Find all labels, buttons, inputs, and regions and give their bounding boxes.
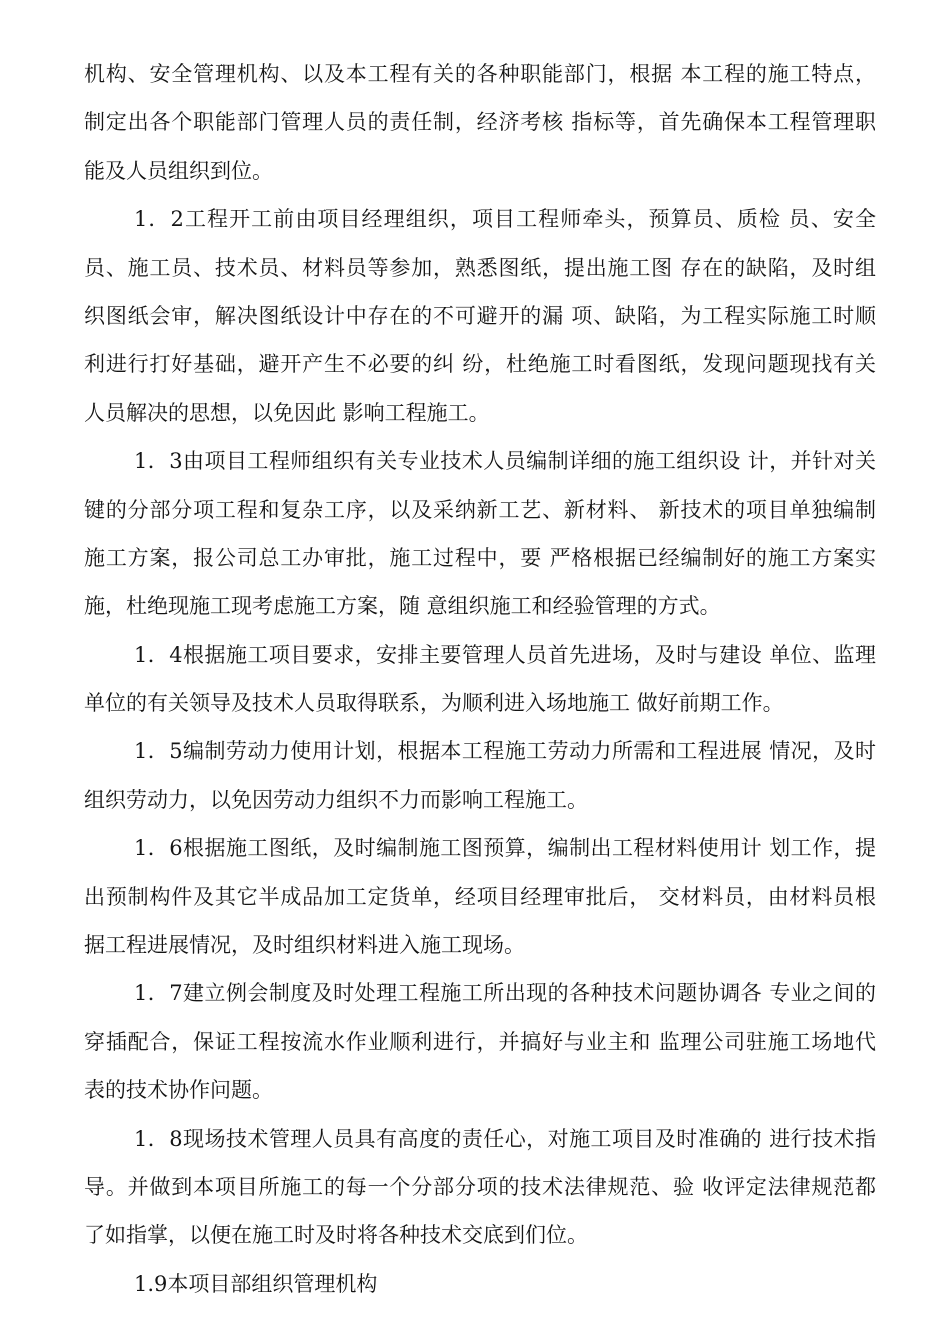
text-line: 1．6根据施工图纸，及时编制施工图预算，编制出工程材料使用计 划工作，提 bbox=[134, 836, 876, 861]
text-line: 织图纸会审，解决图纸设计中存在的不可避开的漏 项、缺陷，为工程实际施工时顺 bbox=[84, 303, 876, 328]
text-line: 穿插配合，保证工程按流水作业顺利进行，并搞好与业主和 监理公司驻施工场地代 bbox=[84, 1029, 876, 1054]
text-line: 组织劳动力，以免因劳动力组织不力而影响工程施工。 bbox=[84, 787, 588, 812]
text-line: 据工程进展情况，及时组织材料进入施工现场。 bbox=[84, 933, 525, 958]
paragraph-1-2 bbox=[84, 195, 876, 437]
text-line: 单位的有关领导及技术人员取得联系，为顺利进入场地施工 做好前期工作。 bbox=[84, 691, 784, 716]
text-line: 施工方案，报公司总工办审批，施工过程中，要 严格根据已经编制好的施工方案实 bbox=[84, 545, 876, 570]
paragraph-1-4 bbox=[84, 631, 876, 728]
text-line: 利进行打好基础，避开产生不必要的纠 纷，杜绝施工时看图纸，发现问题现找有关 bbox=[84, 352, 876, 377]
text-line: 1．4根据施工项目要求，安排主要管理人员首先进场，及时与建设 单位、监理 bbox=[134, 642, 876, 667]
text-line: 能及人员组织到位。 bbox=[84, 158, 273, 183]
paragraph-1 bbox=[84, 50, 876, 195]
paragraph-1-8 bbox=[84, 1115, 876, 1260]
text-line: 了如指掌，以便在施工时及时将各种技术交底到们位。 bbox=[84, 1223, 588, 1248]
paragraph-1-7 bbox=[84, 969, 876, 1114]
text-line: 人员解决的思想，以免因此 影响工程施工。 bbox=[84, 400, 490, 425]
text-line: 1．8现场技术管理人员具有高度的责任心，对施工项目及时准确的 进行技术指 bbox=[134, 1126, 876, 1151]
text-line: 1.9本项目部组织管理机构 bbox=[134, 1271, 378, 1296]
paragraph-1-6 bbox=[84, 824, 876, 969]
text-line: 1．5编制劳动力使用计划，根据本工程施工劳动力所需和工程进展 情况，及时 bbox=[134, 739, 876, 764]
text-line: 机构、安全管理机构、以及本工程有关的各种职能部门，根据 本工程的施工特点， bbox=[84, 62, 876, 86]
document-body bbox=[84, 50, 876, 1308]
text-line: 表的技术协作问题。 bbox=[84, 1078, 273, 1103]
text-line: 1．7建立例会制度及时处理工程施工所出现的各种技术问题协调各 专业之间的 bbox=[134, 981, 876, 1006]
paragraph-1-3 bbox=[84, 437, 876, 631]
text-line: 施，杜绝现施工现考虑施工方案，随 意组织施工和经验管理的方式。 bbox=[84, 594, 721, 619]
text-line: 1．3由项目工程师组织有关专业技术人员编制详细的施工组织设 计，并针对关 bbox=[134, 449, 876, 474]
text-line: 导。并做到本项目所施工的每一个分部分项的技术法律规范、验 收评定法律规范都 bbox=[84, 1174, 876, 1199]
text-line: 员、施工员、技术员、材料员等参加，熟悉图纸，提出施工图 存在的缺陷，及时组 bbox=[84, 255, 876, 280]
paragraph-1-5 bbox=[84, 727, 876, 824]
text-line: 1．2工程开工前由项目经理组织，项目工程师牵头，预算员、质检 员、安全 bbox=[134, 207, 876, 232]
section-heading-1-9 bbox=[84, 1260, 876, 1308]
text-line: 出预制构件及其它半成品加工定货单，经项目经理审批后， 交材料员，由材料员根 bbox=[84, 884, 876, 909]
text-line: 制定出各个职能部门管理人员的责任制，经济考核 指标等，首先确保本工程管理职 bbox=[84, 110, 876, 135]
text-line: 键的分部分项工程和复杂工序，以及采纳新工艺、新材料、 新技术的项目单独编制 bbox=[84, 497, 876, 522]
